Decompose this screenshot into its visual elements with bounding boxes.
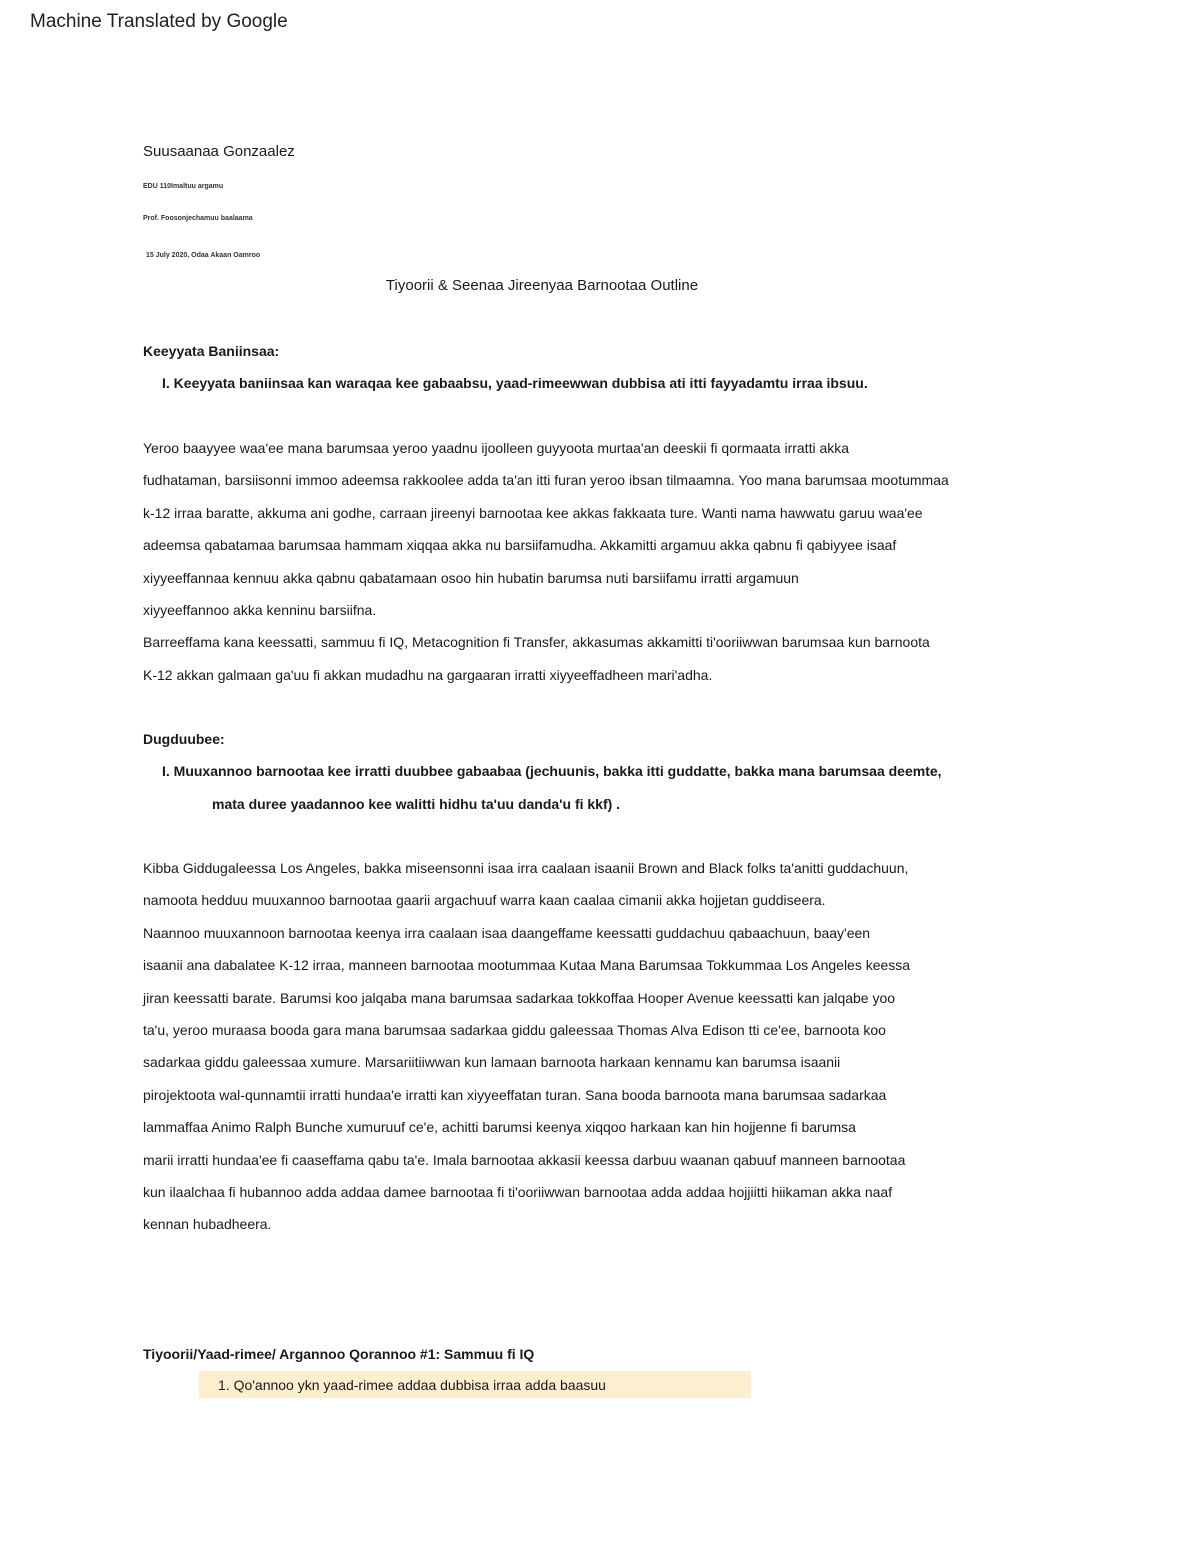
text-line: lammaffaa Animo Ralph Bunche xumuruuf ce'e, achitti barumsi keenya xiqqoo harkaan kan hin hojjenne fi barumsa <box>143 1119 856 1136</box>
author-name: Suusaanaa Gonzaalez <box>143 143 295 160</box>
date-line: 15 July 2020, Odaa Akaan Oamroo <box>146 252 261 259</box>
course-line: EDU 110Imaltuu argamu <box>143 183 224 190</box>
text-line: k-12 irraa baratte, akkuma ani godhe, carraan jireenyi barnootaa kee akkas fakkaata ture. Wanti nama hawwatu garuu waa'ee <box>143 504 923 521</box>
text-line: Naannoo muuxannoon barnootaa keenya irra caalaan isaa daangeffame keessatti guddachuu qabaachuun, baay'een <box>143 924 871 941</box>
text-line: xiyyeeffannaa kennuu akka qabnu qabatamaan osoo hin hubatin barumsa nuti barsiifamu irratti argamuun <box>143 569 799 586</box>
background-outline-item-cont: mata duree yaadannoo kee walitti hidhu ta'uu danda'u fi kkf) . <box>212 796 621 812</box>
professor-line: Prof. Foosonjechamuu baalaama <box>143 215 253 222</box>
section-heading-intro: Keeyyata Baniinsaa: <box>143 343 280 359</box>
text-line: marii irratti hundaa'ee fi caaseffama qabu ta'e. Imala barnootaa akkasii keessa darbuu waanan qabuuf manneen barnootaa <box>143 1151 906 1168</box>
text-line: Kibba Giddugaleessa Los Angeles, bakka miseensonni isaa irra caalaan isaanii Brown and Black folks ta'anitti guddachuun, <box>143 860 909 876</box>
background-outline-item: I. Muuxannoo barnootaa kee irratti duubbee gabaabaa (jechuunis, bakka itti guddatte, bakka mana barumsaa deemte, <box>162 763 942 779</box>
text-line: isaanii ana dabalatee K-12 irraa, manneen barnootaa mootummaa Kutaa Mana Barumsaa Tokkummaa Los Angeles keessa <box>143 957 911 974</box>
text-line: xiyyeeffannoo akka kenninu barsiifna. <box>143 602 377 619</box>
text-line: kennan hubadheera. <box>143 1216 272 1233</box>
document-title: Tiyoorii & Seenaa Jireenyaa Barnootaa Outline <box>385 277 699 294</box>
text-line: adeemsa qabatamaa barumsaa hammam xiqqaa akka nu barsiifamudha. Akkamitti argamuu akka qabnu fi qabiyyee isaaf <box>143 537 897 554</box>
theory-1-outline-item: 1. Qo'annoo ykn yaad-rimee addaa dubbisa irraa adda baasuu <box>218 1377 606 1393</box>
text-line: ta'u, yeroo muraasa booda gara mana barumsaa sadarkaa giddu galeessaa Thomas Alva Edison tti ce'ee, barnoota koo <box>143 1022 886 1039</box>
intro-paragraph <box>143 432 949 691</box>
background-paragraph <box>143 852 910 1241</box>
text-line: namoota hedduu muuxannoo barnootaa gaarii argachuuf warra kaan caalaa cimanii akka hojjetan guddiseera. <box>143 892 826 909</box>
text-line: kun ilaalchaa fi hubannoo adda addaa damee barnootaa fi ti'ooriiwwan barnootaa adda addaa hojjiitti hiikaman akka naaf <box>143 1184 893 1201</box>
text-line: K-12 akkan galmaan ga'uu fi akkan mudadhu na gargaaran irratti xiyyeeffadheen mari'adha. <box>143 666 713 683</box>
text-line: Barreeffama kana keessatti, sammuu fi IQ, Metacognition fi Transfer, akkasumas akkamitti ti'ooriiwwan barumsaa kun barnoota <box>143 634 930 651</box>
text-line: jiran keessatti barate. Barumsi koo jalqaba mana barumsaa sadarkaa tokkoffaa Hooper Avenue keessatti kan jalqabe yoo <box>143 989 896 1006</box>
text-line: sadarkaa giddu galeessaa xumure. Marsariitiiwwan kun lamaan barnoota harkaan kennamu kan barumsa isaanii <box>143 1054 841 1071</box>
text-line: Yeroo baayyee waa'ee mana barumsaa yeroo yaadnu ijoolleen guyyoota murtaa'an deeskii fi qormaata irratti akka <box>143 440 850 456</box>
text-line: fudhataman, barsiisonni immoo adeemsa rakkoolee adda ta'an itti furan yeroo ibsan tilmaamna. Yoo mana barumsaa mootummaa <box>143 472 949 489</box>
intro-outline-item: I. Keeyyata baniinsaa kan waraqaa kee gabaabsu, yaad-rimeewwan dubbisa ati itti fayyadamtu irraa ibsuu. <box>162 375 868 391</box>
text-line: pirojektoota wal-qunnamtii irratti hundaa'e irratti kan xiyyeeffatan turan. Sana booda barnoota mana barumsaa sadarkaa <box>143 1086 887 1103</box>
machine-translation-banner: Machine Translated by Google <box>30 11 288 32</box>
section-heading-background: Dugduubee: <box>143 731 225 747</box>
section-heading-theory-1: Tiyoorii/Yaad-rimee/ Argannoo Qorannoo #1: Sammuu fi IQ <box>143 1346 535 1362</box>
